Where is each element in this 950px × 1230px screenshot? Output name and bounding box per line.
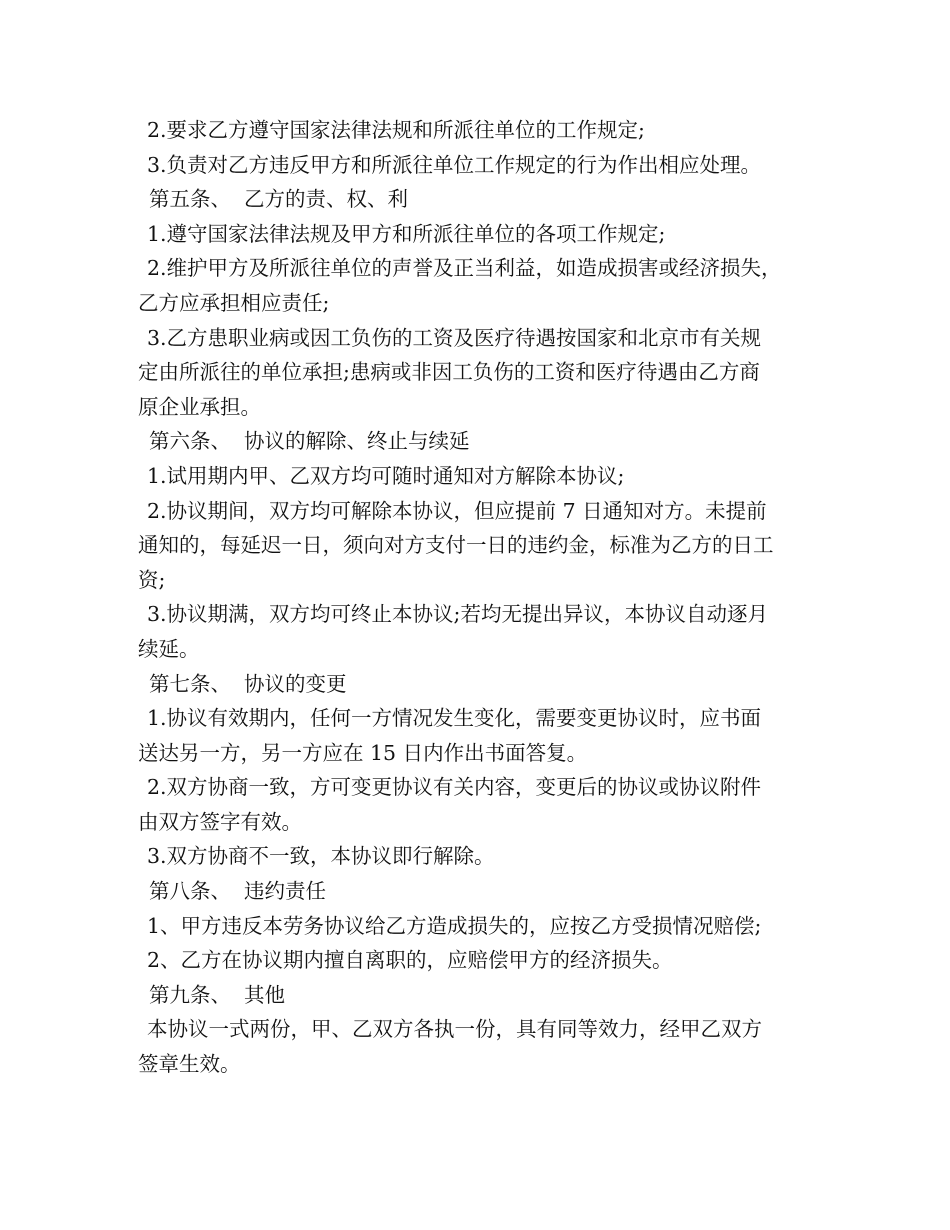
text-line: 资; <box>138 567 166 592</box>
text-line: 2.双方协商一致，方可变更协议有关内容，变更后的协议或协议附件 <box>147 775 762 800</box>
text-line: 定由所派往的单位承担;患病或非因工负伤的工资和医疗待遇由乙方商 <box>138 360 760 385</box>
text-line: 2、乙方在协议期内擅自离职的，应赔偿甲方的经济损失。 <box>147 948 673 973</box>
section-heading: 第八条、 违约责任 <box>149 879 327 904</box>
text-line: 由双方签字有效。 <box>138 809 302 834</box>
text-line: 2.协议期间，双方均可解除本协议，但应提前 7 日通知对方。未提前 <box>147 498 767 523</box>
text-line: 签章生效。 <box>138 1052 241 1077</box>
text-line: 送达另一方，另一方应在 15 日内作出书面答复。 <box>138 740 588 765</box>
section-heading: 第五条、 乙方的责、权、利 <box>149 187 409 212</box>
text-line: 1.协议有效期内，任何一方情况发生变化，需要变更协议时，应书面 <box>147 706 762 731</box>
text-line: 3.负责对乙方违反甲方和所派往单位工作规定的行为作出相应处理。 <box>147 152 762 177</box>
text-line: 2.要求乙方遵守国家法律法规和所派往单位的工作规定; <box>147 118 645 142</box>
section-heading: 第七条、 协议的变更 <box>149 671 347 696</box>
text-line: 乙方应承担相应责任; <box>138 290 330 315</box>
text-line: 续延。 <box>138 636 200 661</box>
text-line: 1.遵守国家法律法规及甲方和所派往单位的各项工作规定; <box>147 221 666 246</box>
document-page <box>138 113 828 1082</box>
text-line: 3.双方协商不一致，本协议即行解除。 <box>147 844 495 869</box>
text-line: 1.试用期内甲、乙双方均可随时通知对方解除本协议; <box>147 463 625 488</box>
text-line: 原企业承担。 <box>138 394 261 419</box>
text-line: 2.维护甲方及所派往单位的声誉及正当利益，如造成损害或经济损失， <box>147 256 782 281</box>
text-line: 本协议一式两份，甲、乙双方各执一份，具有同等效力，经甲乙双方 <box>147 1017 762 1042</box>
section-heading: 第六条、 协议的解除、终止与续延 <box>149 429 470 454</box>
section-heading: 第九条、 其他 <box>149 982 286 1007</box>
text-line: 3.协议期满，双方均可终止本协议;若均无提出异议，本协议自动逐月 <box>147 602 768 627</box>
text-line: 1、甲方违反本劳务协议给乙方造成损失的，应按乙方受损情况赔偿; <box>147 913 762 938</box>
text-line: 通知的，每延迟一日，须向对方支付一日的违约金，标准为乙方的日工 <box>138 533 774 558</box>
text-line: 3.乙方患职业病或因工负伤的工资及医疗待遇按国家和北京市有关规 <box>147 325 762 350</box>
